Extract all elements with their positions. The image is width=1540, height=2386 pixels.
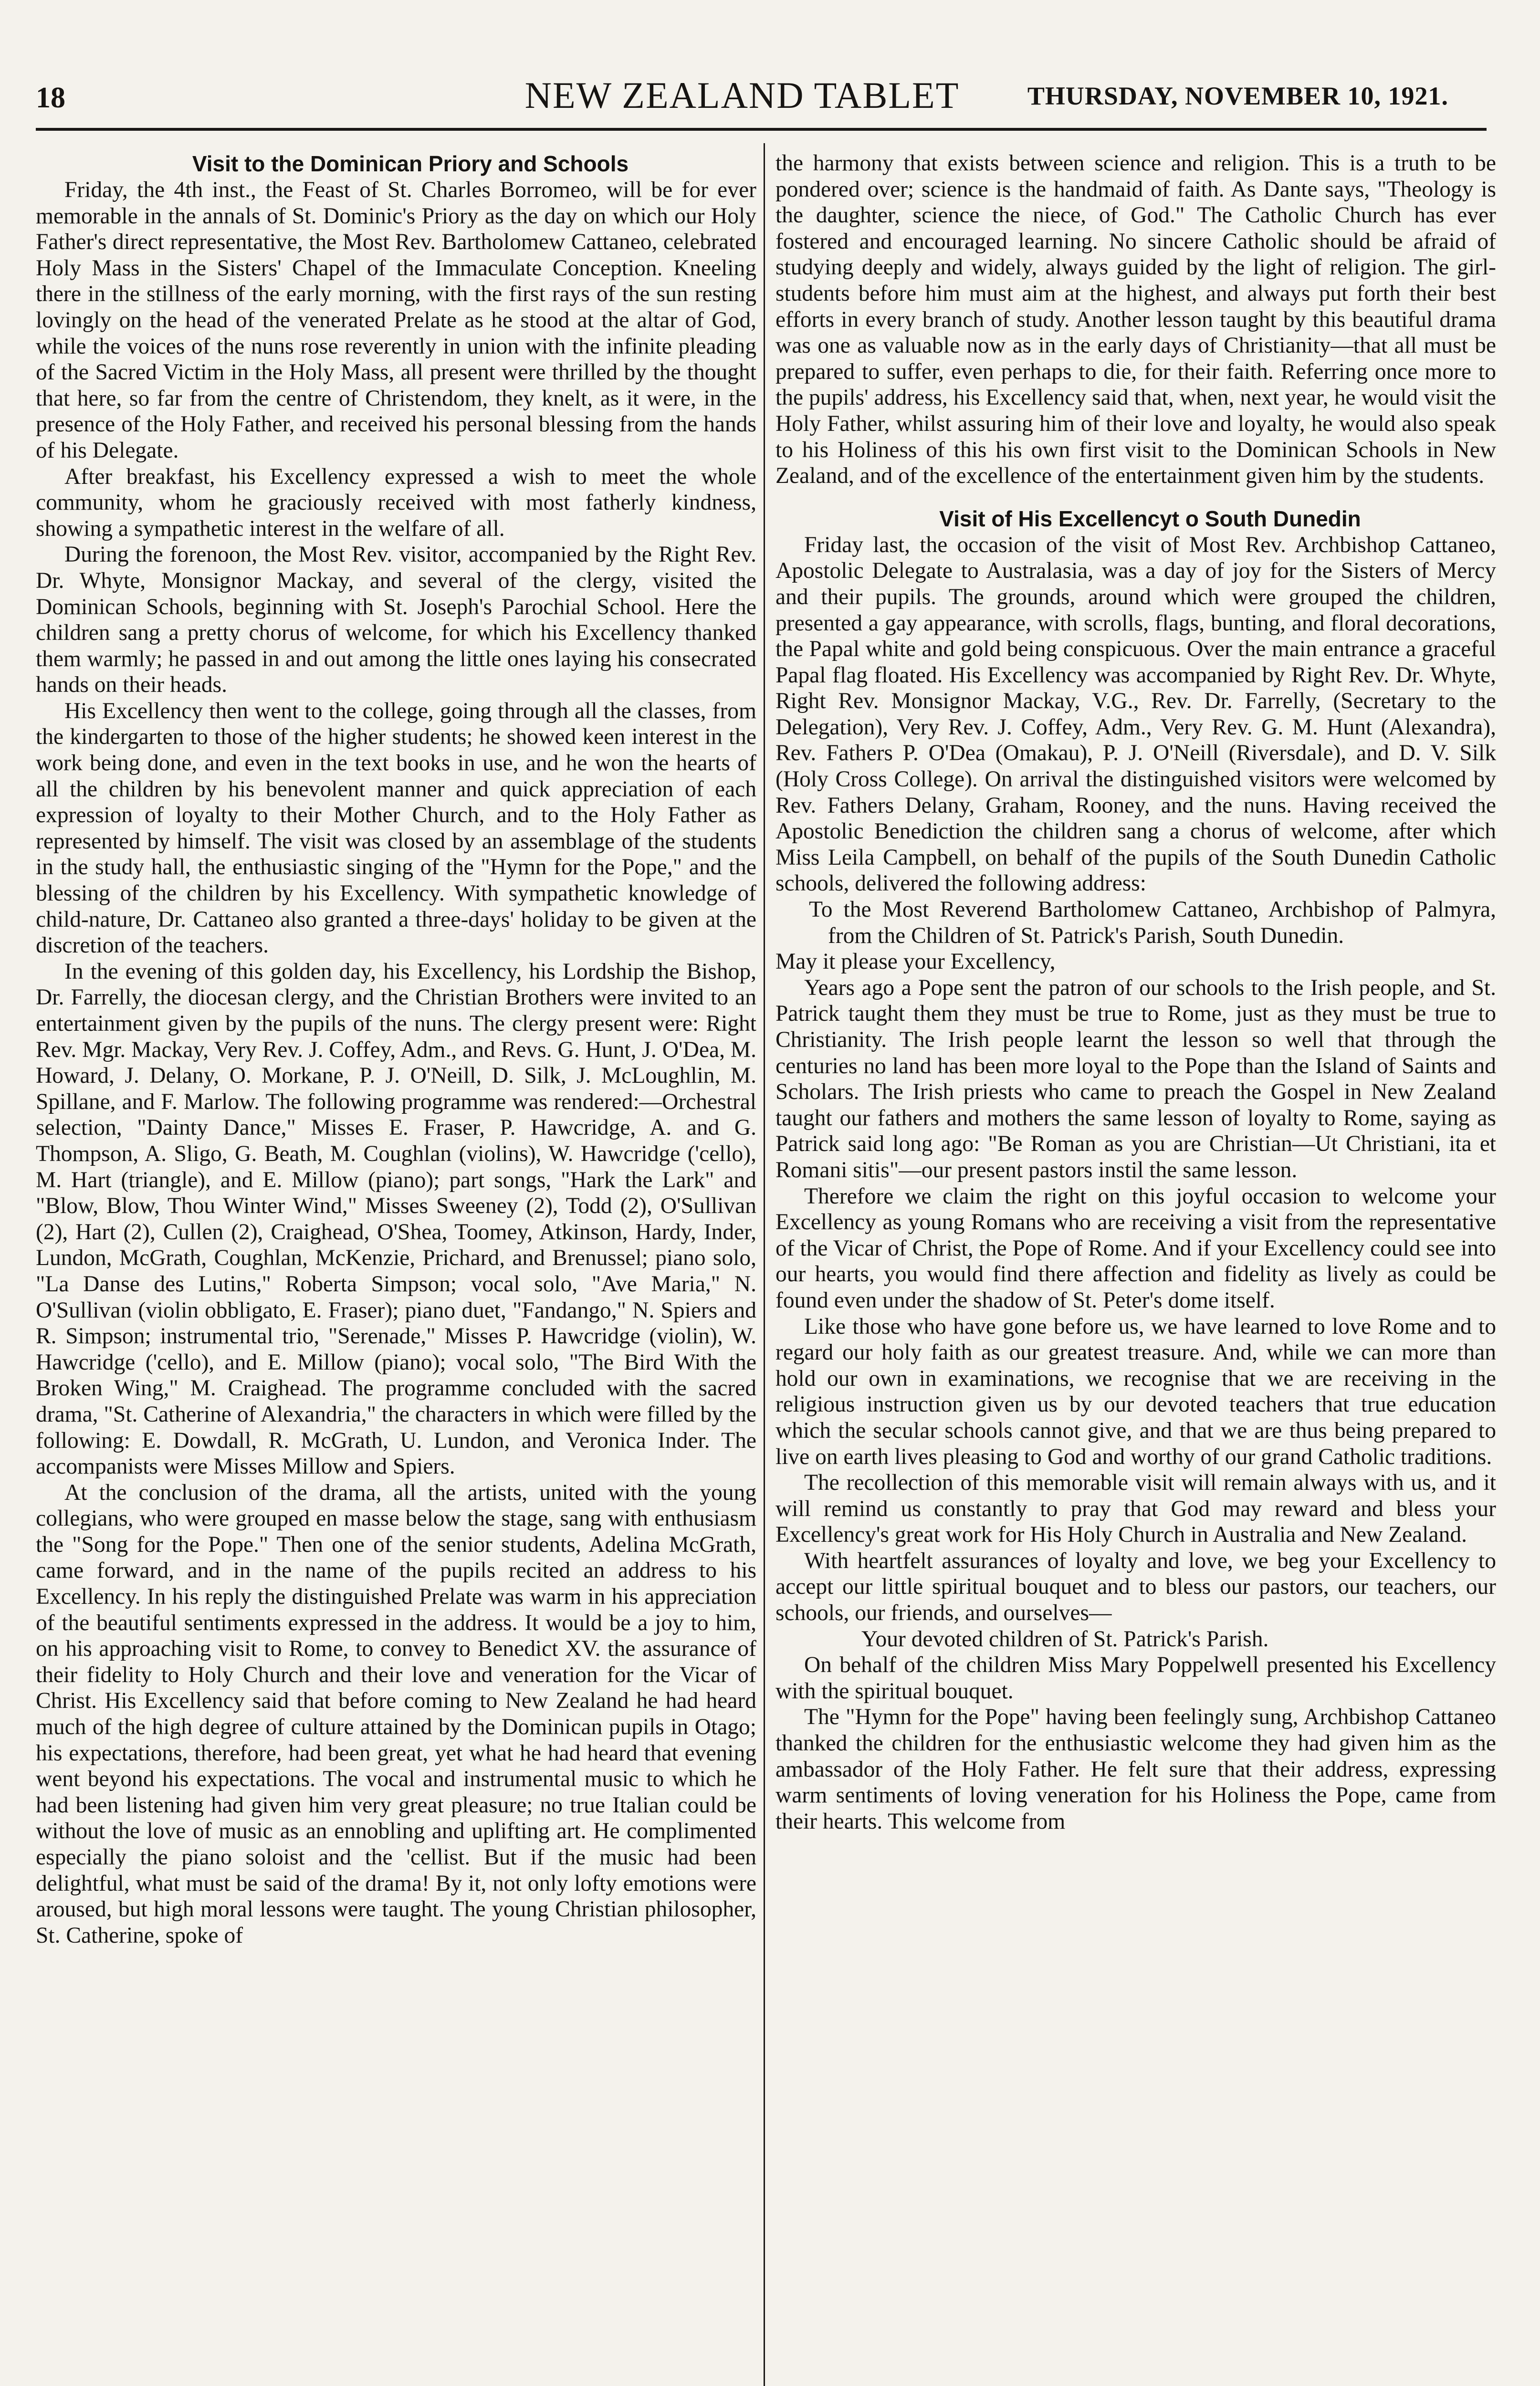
salutation: May it please your Excellency, xyxy=(775,949,1056,974)
article-headline: Visit to the Dominican Priory and Schools xyxy=(192,151,629,176)
masthead-rule xyxy=(36,128,1487,131)
left-column xyxy=(36,150,756,1948)
paragraph: Therefore we claim the right on this joyful occasion to welcome your Excellency as young Romans who are receiving a visit from the representative of the Vicar of Christ, the Pope of Rome. And if your Excellency could see into our hearts, you would find there affection and fidelity as lively as could be found even under the shadow of St. Peter's dome itself. xyxy=(775,1183,1496,1313)
paragraph: With heartfelt assurances of loyalty and love, we beg your Excellency to accept our little spiritual bouquet and to bless our pastors, our teachers, our schools, our friends, and ourselves— xyxy=(775,1548,1496,1626)
paragraph: In the evening of this golden day, his Excellency, his Lordship the Bishop, Dr. Farrelly, the diocesan clergy, and the Christian Brothers were invited to an entertainment given by the pupils of the nuns. The clergy present were: Right Rev. Mgr. Mackay, Very Rev. J. Coffey, Adm., and Revs. G. Hunt, J. O'Dea, M. Howard, J. Delany, O. Morkane, P. J. O'Neill, D. Silk, J. McLoughlin, M. Spillane, and F. Marlow. The following programme was rendered:—Orchestral selection, "Dainty Dance," Misses E. Fraser, P. Hawcridge, A. and G. Thompson, A. Sligo, G. Beath, M. Coughlan (violins), W. Hawcridge ('cello), M. Hart (triangle), and E. Millow (piano); part songs, "Hark the Lark" and "Blow, Blow, Thou Winter Wind," Misses Sweeney (2), Todd (2), O'Sullivan (2), Hart (2), Cullen (2), Craighead, O'Shea, Toomey, Atkinson, Hardy, Inder, Lundon, McGrath, Coughlan, McKenzie, Prichard, and Brenussel; piano solo, "La Danse des Lutins," Roberta Simpson; vocal solo, "Ave Maria," N. O'Sullivan (violin obbligato, E. Fraser); piano duet, "Fandango," N. Spiers and R. Simpson; instrumental trio, "Serenade," Misses P. Hawcridge (violin), W. Hawcridge ('cello), and E. Millow (piano); vocal solo, "The Bird With the Broken Wing," M. Craighead. The programme concluded with the sacred drama, "St. Catherine of Alexandria," the characters in which were filled by the following: E. Dowdall, R. McGrath, U. Lundon, and Veronica Inder. The accompanists were Misses Millow and Spiers. xyxy=(36,959,756,1479)
newspaper-title: NEW ZEALAND TABLET xyxy=(524,74,960,116)
issue-date: THURSDAY, NOVEMBER 10, 1921. xyxy=(1027,82,1448,110)
paragraph: The "Hymn for the Pope" having been feelingly sung, Archbishop Cattaneo thanked the children for the enthusiastic welcome they had given him as the ambassador of the Holy Father. He felt sure that their address, expressing warm sentiments of loving veneration for his Holiness the Pope, came from their hearts. This welcome from xyxy=(775,1705,1496,1834)
paragraph: At the conclusion of the drama, all the artists, united with the young collegians, who were grouped en masse below the stage, sang with enthusiasm the "Song for the Pope." Then one of the senior students, Adelina McGrath, came forward, and in the name of the pupils recited an address to his Excellency. In his reply the distinguished Prelate was warm in his appreciation of the beautiful sentiments expressed in the address. It would be a joy to him, on his approaching visit to Rome, to convey to Benedict XV. the assurance of their fidelity to Holy Church and their love and veneration for the Vicar of Christ. His Excellency said that before coming to New Zealand he had heard much of the high degree of culture attained by the Dominican pupils in Otago; his expectations, therefore, had been great, yet what he had heard that evening went beyond his expectations. The vocal and instrumental music to which he had been listening had given him very great pleasure; no true Italian could be without the love of music as an ennobling and uplifting art. He complimented especially the piano soloist and the 'cellist. But if the music had been delightful, what must be said of the drama! By it, not only lofty emotions were aroused, but high moral lessons were taught. The young Christian philosopher, St. Catherine, spoke of xyxy=(36,1480,756,1948)
paragraph: During the forenoon, the Most Rev. visitor, accompanied by the Right Rev. Dr. Whyte, Monsignor Mackay, and several of the clergy, visited the Dominican Schools, beginning with St. Joseph's Parochial School. Here the children sang a pretty chorus of welcome, for which his Excellency thanked them warmly; he passed in and out among the little ones laying his consecrated hands on their heads. xyxy=(36,542,756,698)
right-column xyxy=(775,150,1496,1834)
paragraph: On behalf of the children Miss Mary Poppelwell presented his Excellency with the spiritual bouquet. xyxy=(775,1653,1496,1704)
article-headline: Visit of His Excellencyt o South Dunedin xyxy=(939,506,1361,531)
paragraph: Friday last, the occasion of the visit of Most Rev. Archbishop Cattaneo, Apostolic Delegate to Australasia, was a day of joy for the Sisters of Mercy and their pupils. The grounds, around which were grouped the children, presented a gay appearance, with scrolls, flags, bunting, and floral decorations, the Papal white and gold being conspicuous. Over the main entrance a graceful Papal flag floated. His Excellency was accompanied by Right Rev. Dr. Whyte, Right Rev. Monsignor Mackay, V.G., Rev. Dr. Farrelly, (Secretary to the Delegation), Very Rev. J. Coffey, Adm., Very Rev. G. M. Hunt (Alexandra), Rev. Fathers P. O'Dea (Omakau), P. J. O'Neill (Riversdale), and D. V. Silk (Holy Cross College). On arrival the distinguished visitors were welcomed by Rev. Fathers Delany, Graham, Rooney, and the nuns. Having received the Apostolic Benediction the children sang a chorus of welcome, after which Miss Leila Campbell, on behalf of the pupils of the South Dunedin Catholic schools, delivered the following address: xyxy=(775,532,1496,896)
address-heading: To the Most Reverend Bartholomew Cattaneo, Archbishop of Palmyra, from the Children of St. Patrick's Parish, South Dunedin. xyxy=(809,897,1496,948)
paragraph-continued: the harmony that exists between science and religion. This is a truth to be pondered over; science is the handmaid of faith. As Dante says, "Theology is the daughter, science the niece, of God." The Catholic Church has ever fostered and encouraged learning. No sincere Catholic should be afraid of studying deeply and widely, always guided by the light of religion. The girl-students before him must aim at the highest, and always put forth their best efforts in every branch of study. Another lesson taught by this beautiful drama was one as valuable now as in the early days of Christianity—that all must be prepared to suffer, even perhaps to die, for their faith. Referring once more to the pupils' address, his Excellency said that, when, next year, he would visit the Holy Father, whilst assuring him of their love and loyalty, he would also speak to his Holiness of this his own first visit to the Dominican Schools in New Zealand, and of the excellence of the entertainment given him by the students. xyxy=(775,151,1496,489)
paragraph: The recollection of this memorable visit will remain always with us, and it will remind us constantly to pray that God may reward and bless your Excellency's great work for His Holy Church in Australia and New Zealand. xyxy=(775,1470,1496,1548)
masthead xyxy=(36,72,1448,124)
column-divider xyxy=(764,143,765,2386)
page-number: 18 xyxy=(36,82,65,114)
paragraph: Friday, the 4th inst., the Feast of St. Charles Borromeo, will be for ever memorable in the annals of St. Dominic's Priory as the day on which our Holy Father's direct representative, the Most Rev. Bartholomew Cattaneo, celebrated Holy Mass in the Sisters' Chapel of the Immaculate Conception. Kneeling there in the stillness of the early morning, with the first rays of the sun resting lovingly on the head of the venerated Prelate as he stood at the altar of God, while the voices of the nuns rose reverently in union with the infinite pleading of the Sacred Victim in the Holy Mass, all present were thrilled by the thought that here, so far from the centre of Christendom, they knelt, as it were, in the presence of the Holy Father, and received his personal blessing from the hands of his Delegate. xyxy=(36,178,756,463)
paragraph: Years ago a Pope sent the patron of our schools to the Irish people, and St. Patrick taught them they must be true to Rome, just as they must be true to Christianity. The Irish people learnt the lesson so well that through the centuries no land has been more loyal to the Pope than the Island of Saints and Scholars. The Irish priests who came to preach the Gospel in New Zealand taught our fathers and mothers the same lesson of loyalty to Rome, saying as Patrick said long ago: "Be Roman as you are Christian—Ut Christiani, ita et Romani sitis"—our present pastors instil the same lesson. xyxy=(775,975,1496,1183)
paragraph: After breakfast, his Excellency expressed a wish to meet the whole community, whom he graciously received with most fatherly kindness, showing a sympathetic interest in the welfare of all. xyxy=(36,464,756,541)
paragraph: His Excellency then went to the college, going through all the classes, from the kindergarten to those of the higher students; he showed keen interest in the work being done, and even in the text books in use, and he won the hearts of all the children by his benevolent manner and quick appreciation of each expression of loyalty to their Mother Church, and to the Holy Father as represented by himself. The visit was closed by an assemblage of the students in the study hall, the enthusiastic singing of the "Hymn for the Pope," and the blessing of the children by his Excellency. With sympathetic knowledge of child-nature, Dr. Cattaneo also granted a three-days' holiday to be given at the discretion of the teachers. xyxy=(36,698,756,958)
signoff: Your devoted children of St. Patrick's Parish. xyxy=(861,1626,1269,1652)
paragraph: Like those who have gone before us, we have learned to love Rome and to regard our holy faith as our greatest treasure. And, while we can more than hold our own in examinations, we recognise that we are receiving in the religious instruction given us by our devoted teachers that true education which the secular schools cannot give, and that we are thus being prepared to live on earth lives pleasing to God and worthy of our grand Catholic traditions. xyxy=(775,1314,1496,1469)
